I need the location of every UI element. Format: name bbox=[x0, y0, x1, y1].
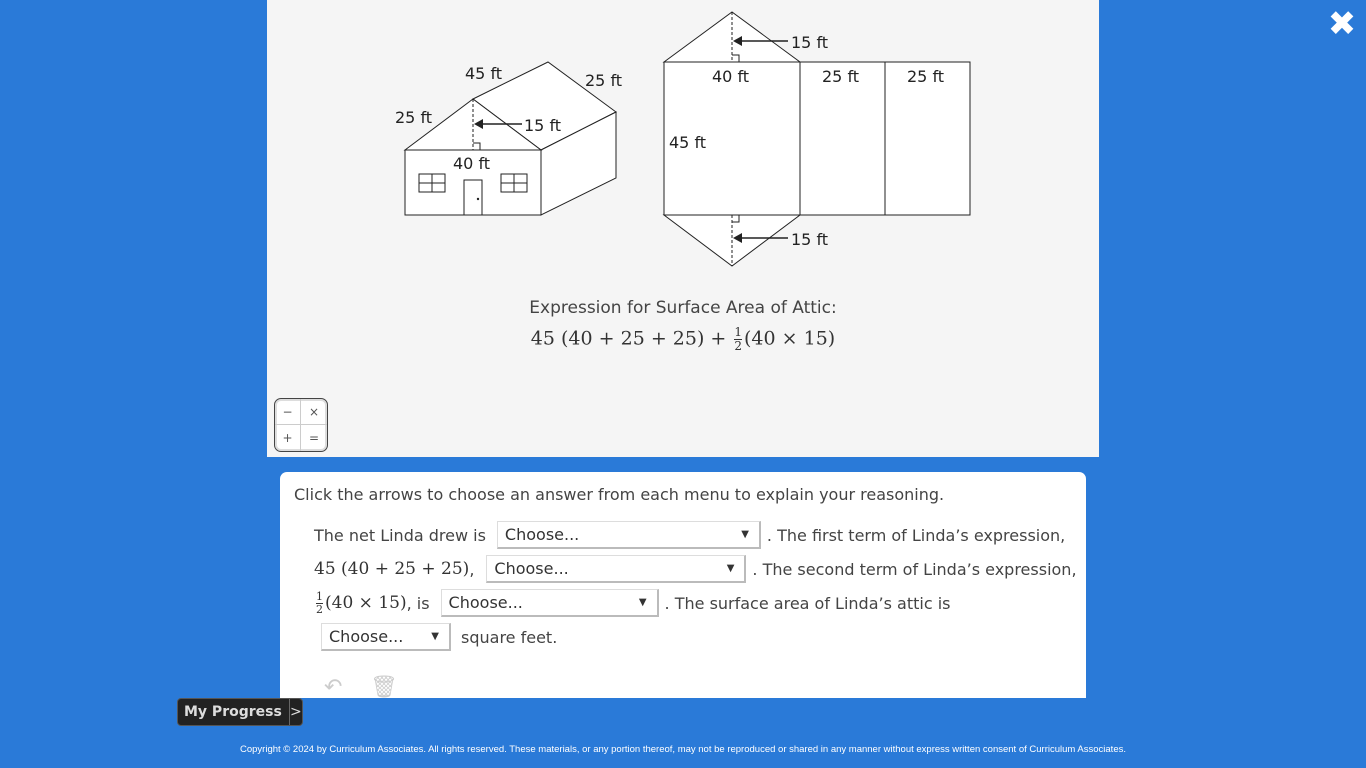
line3-after: . The surface area of Linda’s attic is bbox=[664, 593, 951, 613]
net-label-rect-height: 45 ft bbox=[669, 133, 707, 152]
close-icon[interactable]: ✖ bbox=[1327, 4, 1357, 44]
chevron-down-icon: ▼ bbox=[638, 597, 647, 608]
first-term-dropdown[interactable] bbox=[486, 555, 746, 583]
surface-area-dropdown[interactable] bbox=[321, 623, 451, 651]
my-progress-button[interactable] bbox=[177, 698, 303, 726]
net-label-top-height: 15 ft bbox=[791, 33, 829, 52]
expression-formula bbox=[267, 326, 1099, 353]
line1-after: . The first term of Linda’s expression, bbox=[766, 525, 1066, 545]
net-label-rect2-width: 25 ft bbox=[822, 67, 860, 86]
calc-key-equals: = bbox=[308, 431, 320, 445]
expression-fraction bbox=[734, 326, 742, 353]
calc-key-plus: + bbox=[275, 425, 301, 451]
second-term-math bbox=[314, 591, 407, 616]
chevron-right-icon: > bbox=[290, 704, 302, 720]
instruction-text: Click the arrows to choose an answer from each menu to explain your reasoning. bbox=[294, 485, 945, 504]
house-label-height: 15 ft bbox=[524, 116, 562, 135]
net-label-triangle-base: 40 ft bbox=[712, 67, 750, 86]
first-term-math: 45 (40 + 25 + 25) bbox=[314, 559, 470, 579]
second-term-fraction bbox=[316, 591, 323, 616]
house-label-base: 40 ft bbox=[453, 154, 491, 173]
line4-after: square feet. bbox=[461, 627, 558, 647]
line2-after: . The second term of Linda’s expression, bbox=[752, 559, 1077, 579]
net-type-dropdown[interactable] bbox=[497, 521, 761, 549]
house-label-top: 45 ft bbox=[465, 64, 503, 83]
sentence-line-4 bbox=[321, 622, 557, 652]
chevron-down-icon: ▼ bbox=[431, 631, 439, 642]
fraction-numerator: 1 bbox=[734, 325, 743, 339]
question-panel bbox=[280, 472, 1086, 698]
my-progress-label: My Progress bbox=[178, 699, 290, 725]
line3-is: , is bbox=[406, 593, 430, 613]
second-term-paren: (40 × 15) bbox=[325, 592, 407, 613]
expression-part2: (40 × 15) bbox=[744, 327, 836, 350]
house-window-left bbox=[419, 174, 445, 192]
calc-key-times: × bbox=[301, 399, 327, 425]
fraction-denominator: 2 bbox=[734, 339, 743, 353]
net-label-bottom-height: 15 ft bbox=[791, 230, 829, 249]
sentence-line-1 bbox=[314, 520, 1065, 550]
expression-title: Expression for Surface Area of Attic: bbox=[529, 298, 837, 318]
line2-comma: , bbox=[469, 559, 475, 579]
house-label-roof-right: 25 ft bbox=[585, 71, 623, 90]
chevron-down-icon: ▼ bbox=[741, 529, 749, 540]
dropdown-value: Choose... bbox=[329, 627, 404, 646]
dropdown-value: Choose... bbox=[448, 593, 523, 612]
house-door bbox=[464, 180, 482, 215]
calc-key-minus: − bbox=[275, 399, 301, 425]
calculator-icon[interactable] bbox=[274, 398, 328, 452]
house-window-right bbox=[501, 174, 527, 192]
copyright-footer: Copyright © 2024 by Curriculum Associates. All rights reserved. These materials, or any portion thereof, may not be reproduced or shared in any manner without express written consent of Curriculum Associates. bbox=[240, 744, 1126, 755]
fraction-denominator: 2 bbox=[316, 602, 323, 616]
line1-text: The net Linda drew is bbox=[314, 525, 486, 545]
sentence-line-3 bbox=[314, 588, 950, 618]
dropdown-value: Choose... bbox=[504, 525, 580, 544]
figure-diagram bbox=[267, 0, 1099, 290]
fraction-numerator: 1 bbox=[316, 589, 323, 603]
net-label-rect3-width: 25 ft bbox=[907, 67, 945, 86]
undo-icon[interactable]: ↶ bbox=[324, 675, 343, 698]
sentence-line-2 bbox=[314, 554, 1077, 584]
chevron-down-icon: ▼ bbox=[726, 563, 735, 574]
problem-stage bbox=[267, 0, 1099, 457]
trash-icon[interactable]: 🗑 bbox=[370, 675, 398, 698]
house-door-knob bbox=[477, 198, 479, 200]
expression-part1: 45 (40 + 25 + 25) + bbox=[530, 327, 733, 350]
dropdown-value: Choose... bbox=[494, 559, 569, 578]
second-term-dropdown[interactable] bbox=[441, 589, 659, 617]
house-label-roof-left: 25 ft bbox=[395, 108, 433, 127]
